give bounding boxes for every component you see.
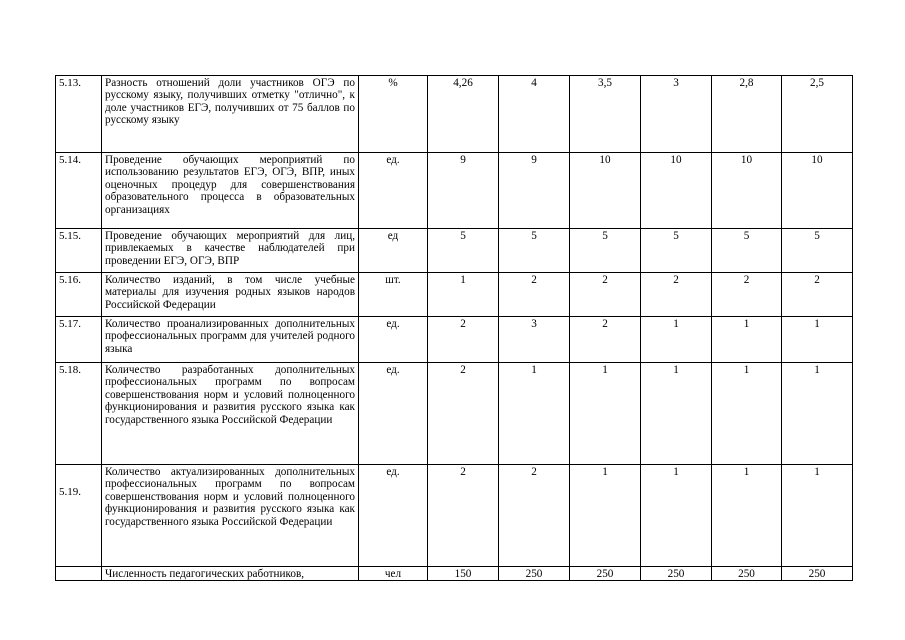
value-cell: 1 — [641, 317, 712, 363]
table-row — [56, 363, 853, 465]
value-cell: 5 — [641, 229, 712, 273]
value-cell: 2 — [428, 465, 499, 567]
value-cell: 10 — [641, 153, 712, 229]
value-cell: 3 — [641, 76, 712, 153]
unit-cell: % — [359, 76, 428, 153]
indicator-description: Количество проанализированных дополнительных профессиональных программ для учителей родного языка — [102, 317, 359, 363]
value-cell: 4 — [499, 76, 570, 153]
table-row — [56, 76, 853, 153]
indicator-description: Количество изданий, в том числе учебные материалы для изучения родных языков народов Российской Федерации — [102, 273, 359, 317]
value-cell: 1 — [570, 363, 641, 465]
value-cell: 250 — [641, 567, 712, 581]
row-number: 5.15. — [56, 229, 102, 273]
value-cell: 3,5 — [570, 76, 641, 153]
value-cell: 250 — [712, 567, 782, 581]
unit-cell: чел — [359, 567, 428, 581]
value-cell: 5 — [570, 229, 641, 273]
value-cell: 2 — [499, 273, 570, 317]
unit-cell: шт. — [359, 273, 428, 317]
value-cell: 10 — [712, 153, 782, 229]
value-cell: 5 — [712, 229, 782, 273]
value-cell: 1 — [570, 465, 641, 567]
indicator-description: Проведение обучающих мероприятий по использованию результатов ЕГЭ, ОГЭ, ВПР, иных оценочных процедур для совершенствования образовательного процесса в образовательных организациях — [102, 153, 359, 229]
indicator-description: Численность педагогических работников, — [102, 567, 359, 581]
value-cell: 2 — [570, 273, 641, 317]
table-row — [56, 567, 853, 581]
value-cell: 1 — [428, 273, 499, 317]
indicator-description: Разность отношений доли участников ОГЭ по русскому языку, получивших отметку "отлично", к доле участников ЕГЭ, получивших от 75 баллов по русскому языку — [102, 76, 359, 153]
value-cell: 150 — [428, 567, 499, 581]
table-row — [56, 317, 853, 363]
value-cell: 2 — [712, 273, 782, 317]
value-cell: 2,5 — [782, 76, 853, 153]
unit-cell: ед. — [359, 363, 428, 465]
table-row — [56, 273, 853, 317]
indicator-description: Количество разработанных дополнительных профессиональных программ по вопросам совершенствования норм и условий полноценного функционирования и развития русского языка как государственного языка Российской Федерации — [102, 363, 359, 465]
row-number: 5.19. — [56, 465, 102, 567]
value-cell: 1 — [712, 317, 782, 363]
table-row — [56, 465, 853, 567]
row-number: 5.16. — [56, 273, 102, 317]
unit-cell: ед. — [359, 317, 428, 363]
value-cell: 10 — [570, 153, 641, 229]
value-cell: 4,26 — [428, 76, 499, 153]
value-cell: 2 — [428, 363, 499, 465]
value-cell: 9 — [428, 153, 499, 229]
value-cell: 250 — [499, 567, 570, 581]
row-number: 5.14. — [56, 153, 102, 229]
value-cell: 250 — [570, 567, 641, 581]
unit-cell: ед. — [359, 153, 428, 229]
row-number: 5.17. — [56, 317, 102, 363]
value-cell: 5 — [499, 229, 570, 273]
table-row — [56, 229, 853, 273]
unit-cell: ед — [359, 229, 428, 273]
value-cell: 10 — [782, 153, 853, 229]
value-cell: 250 — [782, 567, 853, 581]
value-cell: 1 — [782, 363, 853, 465]
value-cell: 5 — [782, 229, 853, 273]
value-cell: 1 — [782, 317, 853, 363]
value-cell: 2 — [641, 273, 712, 317]
indicators-table — [55, 75, 853, 581]
row-number: 5.13. — [56, 76, 102, 153]
indicator-description: Количество актуализированных дополнительных профессиональных программ по вопросам совершенствования норм и условий полноценного функционирования и развития русского языка как государственного языка Российской Федерации — [102, 465, 359, 567]
value-cell: 2 — [428, 317, 499, 363]
indicator-description: Проведение обучающих мероприятий для лиц, привлекаемых в качестве наблюдателей при проведении ЕГЭ, ОГЭ, ВПР — [102, 229, 359, 273]
value-cell: 2 — [570, 317, 641, 363]
value-cell: 9 — [499, 153, 570, 229]
row-number: 5.18. — [56, 363, 102, 465]
value-cell: 5 — [428, 229, 499, 273]
table-row — [56, 153, 853, 229]
value-cell: 1 — [712, 465, 782, 567]
value-cell: 2 — [782, 273, 853, 317]
row-number — [56, 567, 102, 581]
value-cell: 1 — [782, 465, 853, 567]
value-cell: 2 — [499, 465, 570, 567]
value-cell: 1 — [712, 363, 782, 465]
value-cell: 1 — [641, 465, 712, 567]
value-cell: 1 — [499, 363, 570, 465]
value-cell: 1 — [641, 363, 712, 465]
value-cell: 3 — [499, 317, 570, 363]
unit-cell: ед. — [359, 465, 428, 567]
value-cell: 2,8 — [712, 76, 782, 153]
